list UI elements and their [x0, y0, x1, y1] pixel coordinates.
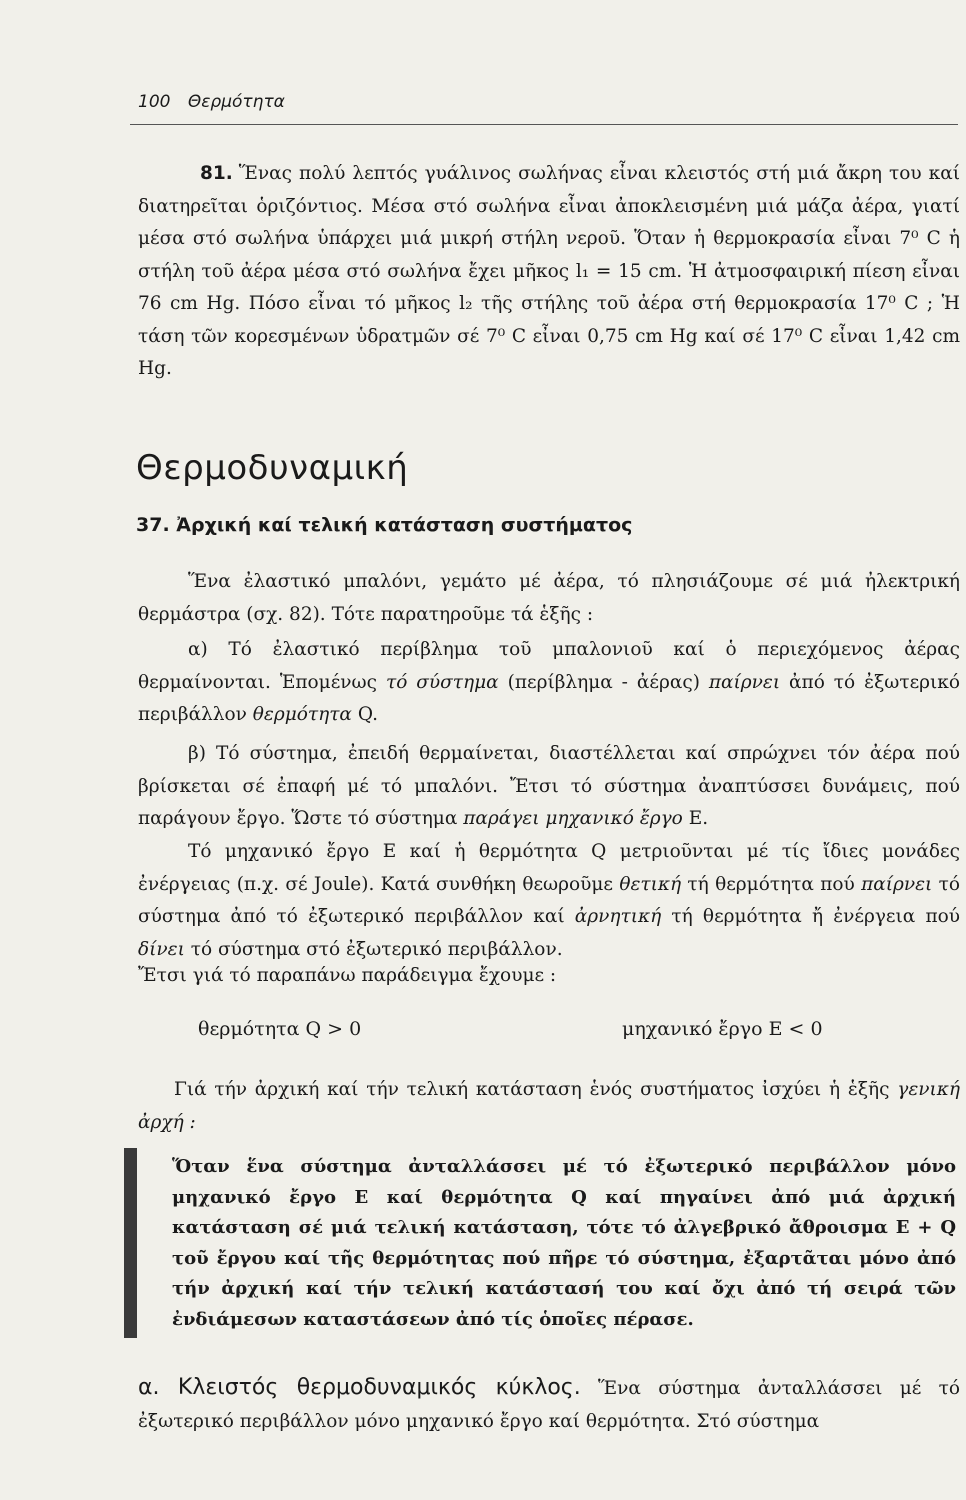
para-e-text: Γιά τήν ἀρχική καί τήν τελική κατάσταση ἑνός συστήματος ἰσχύει ἡ ἑξῆς: [174, 1079, 898, 1100]
closed-cycle-text: Ἕνα σύστημα ἀνταλλάσσει μέ τό ἐξωτερικό περιβάλλον μόνο μηχανικό ἔργο καί θερμότητα. Στό σύστημα: [138, 1378, 960, 1432]
para-c-emph-1: θετική: [619, 873, 682, 895]
exercise-81: [138, 158, 960, 386]
para-b-text: β) Τό σύστημα, ἐπειδή θερμαίνεται, διαστέλλεται καί σπρώχνει τόν ἀέρα πού βρίσκεται σέ ἐπαφή μέ τό μπαλόνι. Ἔτσι τό σύστημα ἀναπτύσσει δυνάμεις, πού παράγουν ἔργο. Ὥστε τό σύστημα: [138, 743, 960, 829]
subsection-title: 37. Ἀρχική καί τελική κατάσταση συστήματος: [136, 514, 633, 536]
closed-cycle-paragraph: [138, 1372, 960, 1438]
exercise-number: 81.: [200, 163, 233, 184]
closed-cycle-heading: α. Κλειστός θερμοδυναμικός κύκλος.: [138, 1375, 581, 1400]
para-a-text-2: (περίβλημα - ἀέρας): [498, 671, 709, 693]
paragraph-d: Ἔτσι γιά τό παραπάνω παράδειγμα ἔχουμε :: [138, 965, 557, 986]
para-c-text-3: τό σύστημα ἀπό τό ἐξωτερικό περιβάλλον καί: [138, 873, 960, 927]
page-number: 100: [138, 92, 171, 112]
para-c-text: Τό μηχανικό ἔργο E καί ἡ θερμότητα Q μετριοῦνται μέ τίς ἴδιες μονάδες ἐνέργειας (π.χ. σέ Joule). Κατά συνθήκη θεωροῦμε: [138, 841, 960, 895]
para-a-end: Q.: [351, 704, 378, 725]
para-b-emph: παράγει μηχανικό ἔργο: [463, 808, 683, 829]
para-a-emph-2: παίρνει: [708, 671, 781, 693]
principle-margin-bar: [124, 1148, 137, 1338]
paragraph-a: [138, 634, 960, 732]
para-c-emph-4: δίνει: [138, 938, 185, 960]
running-header: [138, 92, 285, 112]
para-c-end: τό σύστημα στό ἐξωτερικό περιβάλλον.: [184, 938, 563, 960]
para-c-text-4: τή θερμότητα ἤ ἐνέργεια πού: [661, 906, 960, 927]
exercise-text: Ἕνας πολύ λεπτός γυάλινος σωλήνας εἶναι κλειστός στή μιά ἄκρη του καί διατηρεῖται ὁριζόντιος. Μέσα στό σωλήνα εἶναι ἀποκλεισμένη μιά μάζα ἀέρα, γιατί μέσα στό σωλήνα ὑπάρχει μιά μικρή στήλη νεροῦ. Ὅταν ἡ θερμοκρασία εἶναι 7⁰ C ἡ στήλη τοῦ ἀέρα μέσα στό σωλήνα ἔχει μῆκος l₁ = 15 cm. Ἡ ἀτμοσφαιρική πίεση εἶναι 76 cm Hg. Πόσο εἶναι τό μῆκος l₂ τῆς στήλης τοῦ ἀέρα στή θερμοκρασία 17⁰ C ; Ἡ τάση τῶν κορεσμένων ὑδρατμῶν σέ 7⁰ C εἶναι 0,75 cm Hg καί σέ 17⁰ C εἶναι 1,42 cm Hg.: [138, 163, 960, 379]
running-title: Θερμότητα: [187, 92, 285, 112]
para-b-end: E.: [682, 808, 709, 829]
para-c-text-2: τή θερμότητα πού: [681, 873, 862, 895]
general-principle: Ὅταν ἕνα σύστημα ἀνταλλάσσει μέ τό ἐξωτερικό περιβάλλον μόνο μηχανικό ἔργο E καί θερμότητα Q καί πηγαίνει ἀπό μιά ἀρχική κατάσταση σέ μιά τελική κατάσταση, τότε τό ἀλγεβρικό ἄθροισμα E + Q τοῦ ἔργου καί τῆς θερμότητας πού πῆρε τό σύστημα, ἐξαρτᾶται μόνο ἀπό τήν ἀρχική καί τήν τελική κατάστασή του καί ὄχι ἀπό τή σειρά τῶν ἐνδιάμεσων καταστάσεων ἀπό τίς ὁποῖες πέρασε.: [172, 1156, 956, 1330]
para-e-emph: γενική ἀρχή :: [138, 1079, 960, 1133]
para-a-text: α) Τό ἐλαστικό περίβλημα τοῦ μπαλονιοῦ καί ὁ περιεχόμενος ἀέρας θερμαίνονται. Ἑπομένως: [138, 639, 960, 693]
formula-work: μηχανικό ἔργο E < 0: [622, 1018, 823, 1040]
paragraph-c: [138, 836, 960, 966]
para-a-text-3: ἀπό τό ἐξωτερικό περιβάλλον: [138, 671, 960, 725]
para-c-emph-3: ἀρνητική: [574, 906, 662, 927]
section-title: Θερμοδυναμική: [136, 448, 409, 488]
formula-heat: θερμότητα Q > 0: [198, 1018, 362, 1040]
intro-text: Ἕνα ἐλαστικό μπαλόνι, γεμάτο μέ ἀέρα, τό πλησιάζουμε σέ μιά ἠλεκτρική θερμάστρα (σχ. 82). Τότε παρατηροῦμε τά ἑξῆς :: [138, 571, 960, 625]
para-c-emph-2: παίρνει: [861, 873, 933, 895]
para-a-emph-3: θερμότητα: [252, 704, 352, 725]
paragraph-e: [138, 1074, 960, 1139]
paragraph-b: [138, 738, 960, 836]
intro-paragraph: [138, 566, 960, 631]
para-a-emph-1: τό σύστημα: [385, 671, 499, 693]
header-rule: [130, 124, 958, 125]
